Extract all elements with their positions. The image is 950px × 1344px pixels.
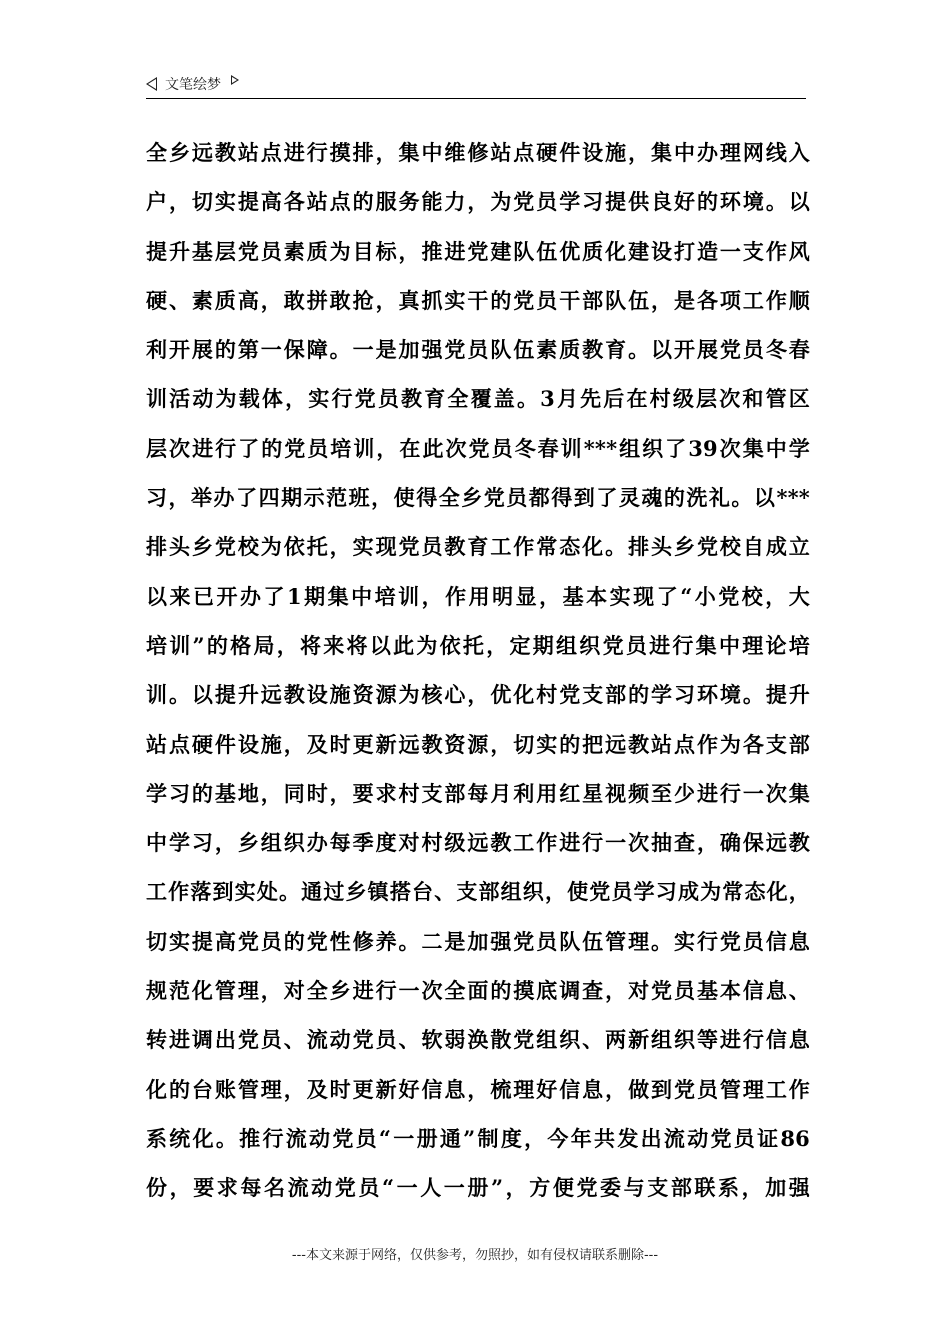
text-line: 系统化。推行流动党员“一册通”制度，今年共发出流动党员证86	[146, 1125, 810, 1151]
text-line: 户，切实提高各站点的服务能力，为党员学习提供良好的环境。以	[146, 189, 810, 215]
triangle-right-icon	[231, 75, 239, 85]
text-line: 利开展的第一保障。一是加强党员队伍素质教育。以开展党员冬春	[146, 337, 810, 363]
text-line: 规范化管理，对全乡进行一次全面的摸底调查，对党员基本信息、	[146, 978, 810, 1004]
text-line: 提升基层党员素质为目标，推进党建队伍优质化建设打造一支作风	[146, 238, 810, 264]
text-line: 份，要求每名流动党员“一人一册”，方便党委与支部联系，加强	[146, 1175, 810, 1201]
text-line: 中学习，乡组织办每季度对村级远教工作进行一次抽查，确保远教	[146, 830, 810, 856]
text-line: 学习的基地，同时，要求村支部每月利用红星视频至少进行一次集	[146, 780, 810, 806]
text-line: 化的台账管理，及时更新好信息，梳理好信息，做到党员管理工作	[146, 1076, 810, 1102]
text-line: 全乡远教站点进行摸排，集中维修站点硬件设施，集中办理网线入	[146, 140, 810, 165]
text-line: 训。以提升远教设施资源为核心，优化村党支部的学习环境。提升	[146, 682, 810, 708]
text-line: 站点硬件设施，及时更新远教资源，切实的把远教站点作为各支部	[146, 731, 810, 757]
triangle-left-icon	[146, 77, 157, 91]
text-line: 工作落到实处。通过乡镇搭台、支部组织，使党员学习成为常态化，	[146, 879, 810, 905]
text-line: 以来已开办了1期集中培训，作用明显，基本实现了“小党校，大	[146, 583, 810, 609]
text-line: 习，举办了四期示范班，使得全乡党员都得到了灵魂的洗礼。以***	[146, 485, 810, 511]
footer-disclaimer: ---本文来源于网络，仅供参考，勿照抄，如有侵权请联系删除---	[291, 1248, 659, 1263]
header-bar	[146, 70, 806, 98]
text-line: 硬、素质高，敢拼敢抢，真抓实干的党员干部队伍，是各项工作顺	[146, 287, 810, 313]
page-header	[146, 70, 806, 100]
text-line: 排头乡党校为依托，实现党员教育工作常态化。排头乡党校自成立	[146, 534, 810, 560]
text-line: 层次进行了的党员培训，在此次党员冬春训***组织了39次集中学	[146, 435, 810, 461]
text-line: 培训”的格局，将来将以此为依托，定期组织党员进行集中理论培	[146, 632, 810, 658]
document-body	[146, 128, 810, 1213]
text-line: 训活动为载体，实行党员教育全覆盖。3月先后在村级层次和管区	[146, 386, 810, 412]
header-divider	[146, 98, 806, 99]
text-line: 转进调出党员、流动党员、软弱涣散党组织、两新组织等进行信息	[146, 1027, 810, 1053]
text-line: 切实提高党员的党性修养。二是加强党员队伍管理。实行党员信息	[146, 928, 810, 954]
header-title: 文笔绘梦	[165, 77, 221, 93]
